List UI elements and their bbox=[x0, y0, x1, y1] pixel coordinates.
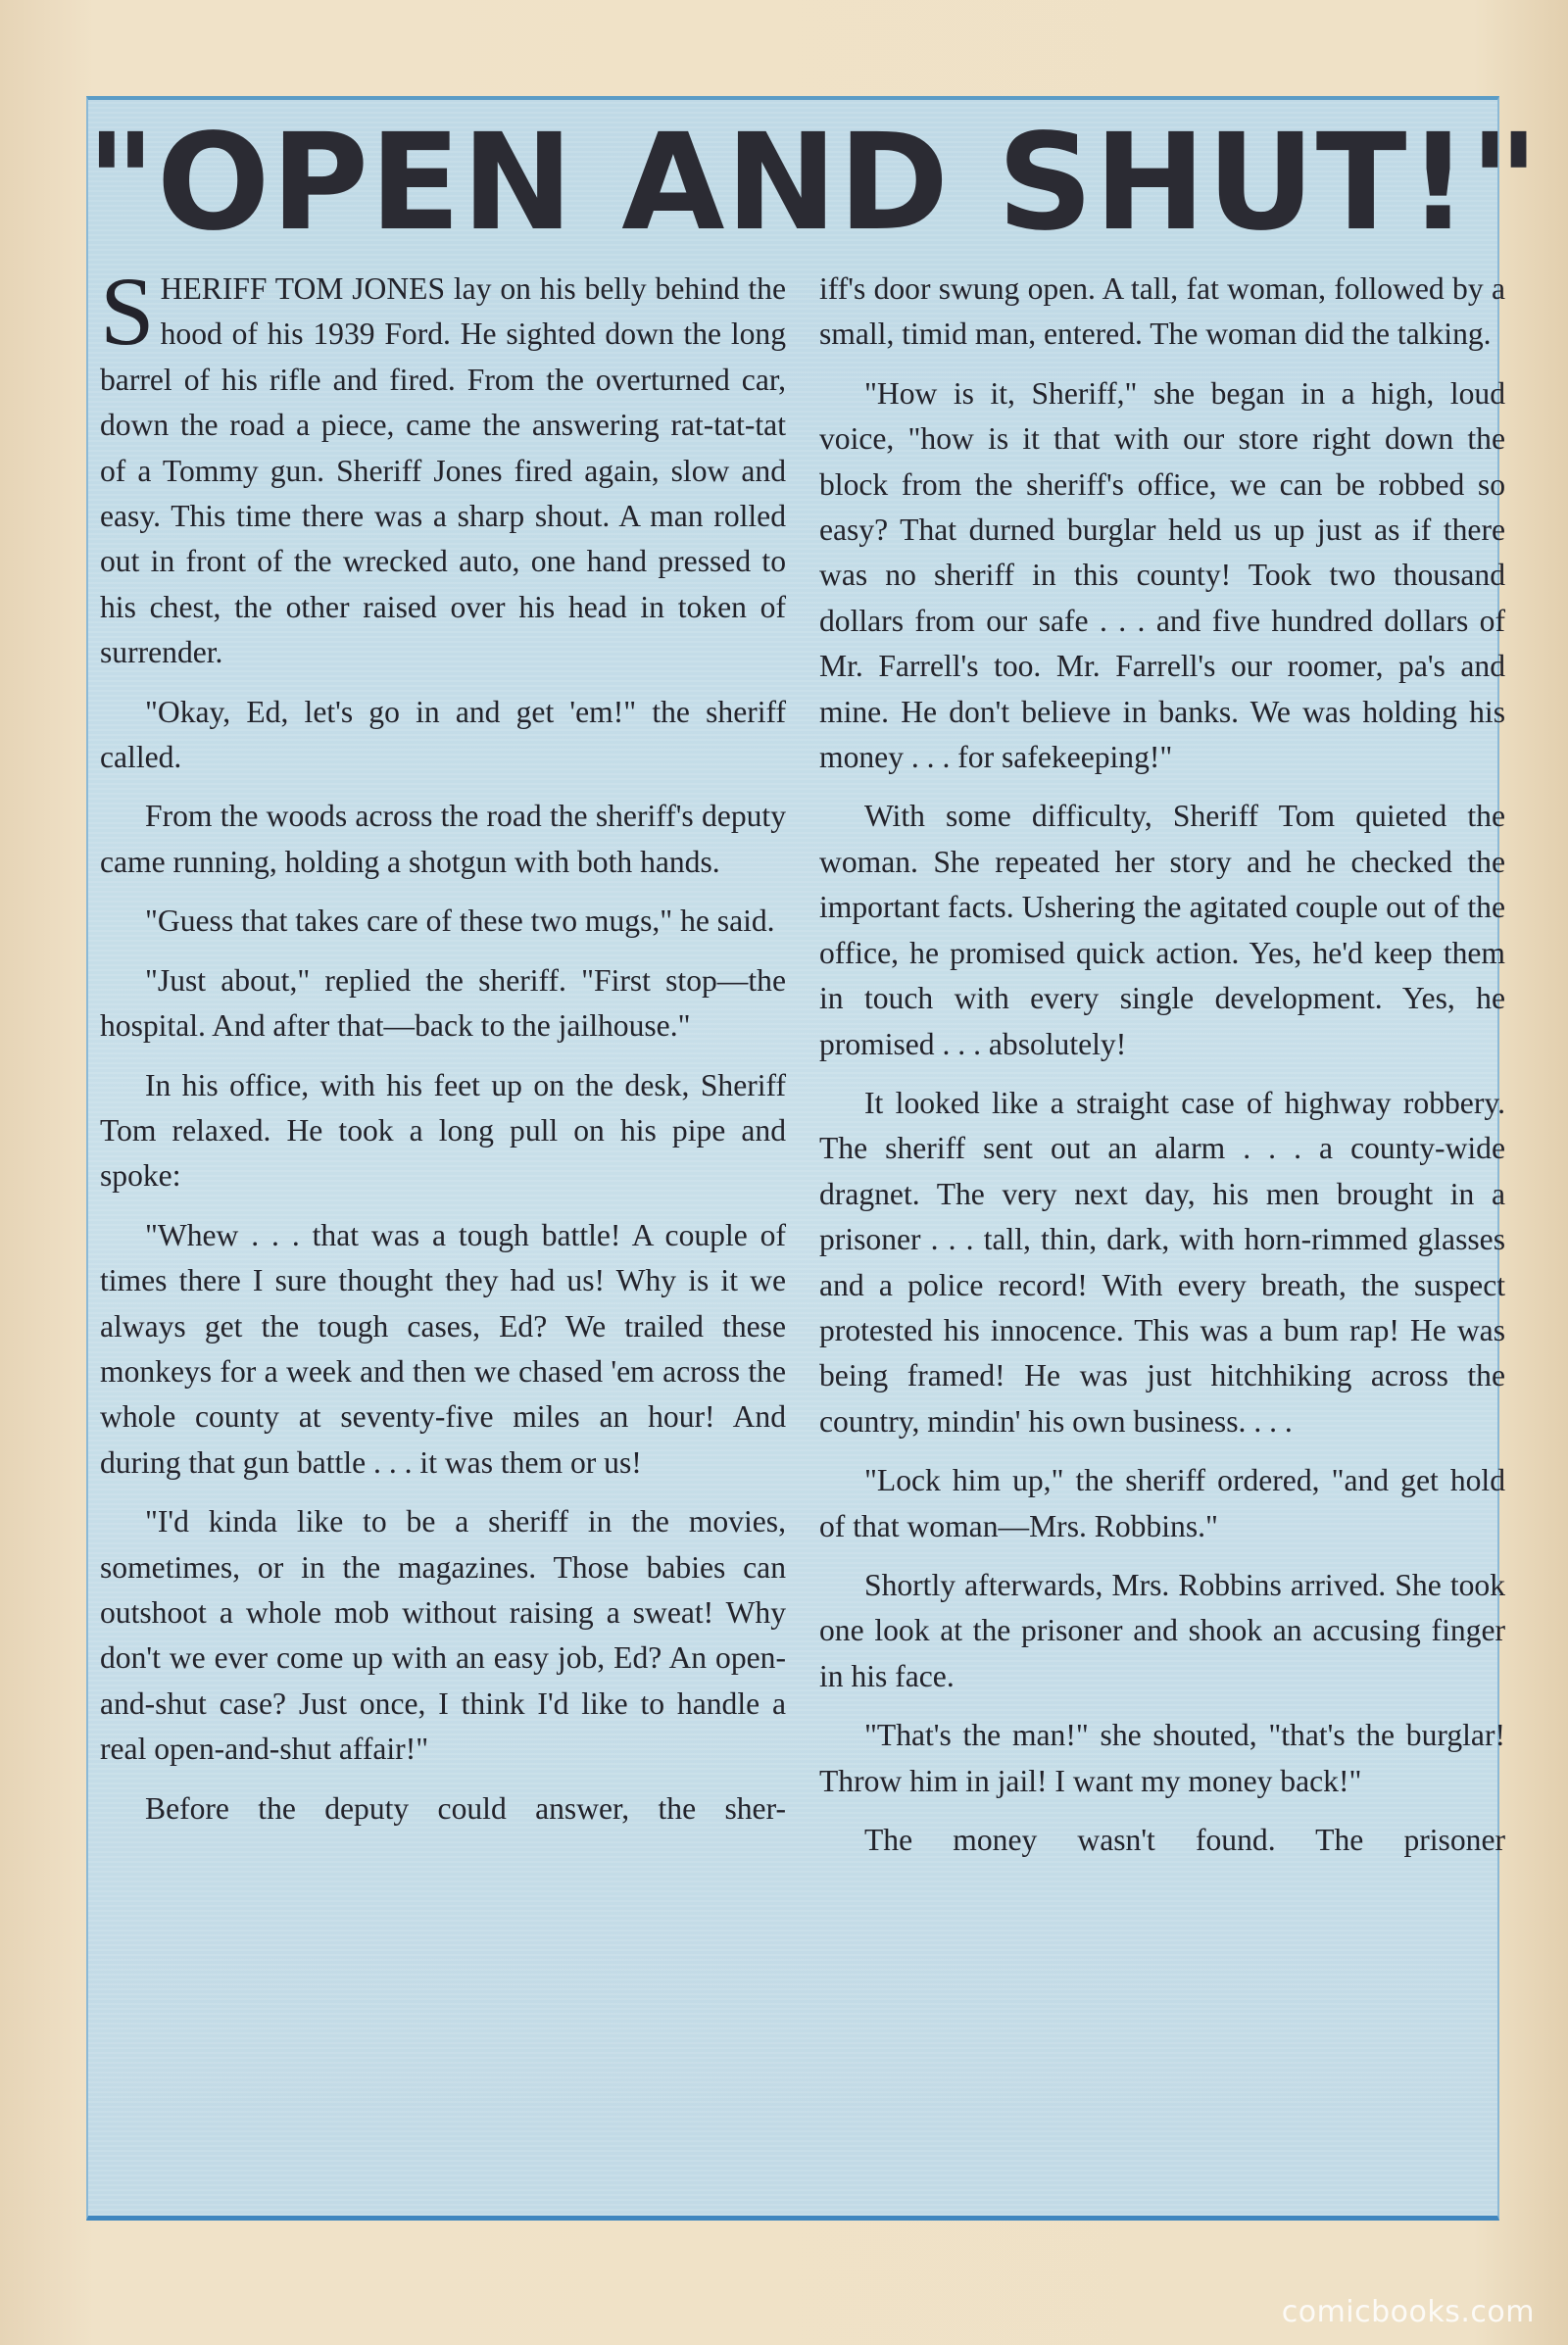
story-paragraph: With some difficulty, Sheriff Tom quieted the woman. She repeated her story and he checked the important facts. Ushering the agitated couple out of the office, he promised quick action. Yes, he'd keep them in touch with every single development. Yes, he promised . . . absolutely! bbox=[819, 799, 1505, 1061]
story-paragraph: "How is it, Sheriff," she began in a high, loud voice, "how is it that with our store right down the block from the sheriff's office, we can be robbed so easy? That durned burglar held us up just as if there was no sheriff in this county! Took two thousand dollars from our safe . . . and five hundred dollars of Mr. Farrell's too. Mr. Farrell's our roomer, pa's and mine. He don't believe in banks. We was holding his money . . . for safekeeping!" bbox=[819, 375, 1505, 775]
story-paragraph: It looked like a straight case of highway robbery. The sheriff sent out an alarm . . . a county-wide dragnet. The very next day, his men brought in a prisoner . . . tall, thin, dark, with horn-rimmed glasses and a police record! With every breath, the suspect protested his innocence. This was a bum rap! He was being framed! He was just hitchhiking across the country, mindin' his own business. . . . bbox=[819, 1085, 1505, 1439]
story-paragraph: iff's door swung open. A tall, fat woman, followed by a small, timid man, entered. The woman did the talking. bbox=[819, 271, 1505, 352]
story-paragraph: The money wasn't found. The prisoner bbox=[864, 1823, 1505, 1857]
story-paragraph: In his office, with his feet up on the desk, Sheriff Tom relaxed. He took a long pull on his pipe and spoke: bbox=[100, 1067, 786, 1194]
left-text-column bbox=[100, 257, 786, 1832]
story-paragraph: "That's the man!" she shouted, "that's the burglar! Throw him in jail! I want my money back!" bbox=[819, 1718, 1505, 1798]
story-paragraph: "Just about," replied the sheriff. "First stop—the hospital. And after that—back to the jailhouse." bbox=[100, 962, 786, 1044]
right-text-column bbox=[819, 267, 1505, 1863]
story-paragraph: Shortly afterwards, Mrs. Robbins arrived. She took one look at the prisoner and shook an accusing finger in his face. bbox=[819, 1567, 1505, 1693]
paragraph-text: HERIFF TOM JONES lay on his belly behind the hood of his 1939 Ford. He sighted down the long barrel of his rifle and fired. From the overturned car, down the road a piece, came the answering rat-tat-tat of a Tommy gun. Sheriff Jones fired again, slow and easy. This time there was a sharp shout. A man rolled out in front of the wrecked auto, one hand pressed to his chest, the other raised over his head in token of surrender. bbox=[100, 271, 786, 670]
story-paragraph: "Whew . . . that was a tough battle! A couple of times there I sure thought they had us! Why is it we always get the tough cases, Ed? We trailed these monkeys for a week and then we chased 'em across the whole county at seventy-five miles an hour! And during that gun battle . . . it was them or us! bbox=[100, 1217, 786, 1480]
story-paragraph: From the woods across the road the sheriff's deputy came running, holding a shotgun with both hands. bbox=[100, 799, 786, 879]
story-paragraph: "Lock him up," the sheriff ordered, "and get hold of that woman—Mrs. Robbins." bbox=[819, 1463, 1505, 1543]
drop-cap: S bbox=[100, 257, 155, 366]
site-watermark: comicbooks.com bbox=[1281, 2295, 1535, 2329]
story-title: "OPEN AND SHUT!" bbox=[86, 106, 1541, 261]
story-paragraph: "Okay, Ed, let's go in and get 'em!" the sheriff called. bbox=[100, 694, 786, 775]
story-paragraph: Before the deputy could answer, the sher- bbox=[145, 1790, 786, 1826]
story-paragraph bbox=[100, 257, 786, 676]
story-paragraph: "I'd kinda like to be a sheriff in the movies, sometimes, or in the magazines. Those babies can outshoot a whole mob without raising a sweat! Why don't we ever come up with an easy job, Ed? An open-and-shut case? Just once, I think I'd like to handle a real open-and-shut affair!" bbox=[100, 1504, 786, 1767]
story-paragraph: "Guess that takes care of these two mugs," he said. bbox=[145, 904, 775, 939]
